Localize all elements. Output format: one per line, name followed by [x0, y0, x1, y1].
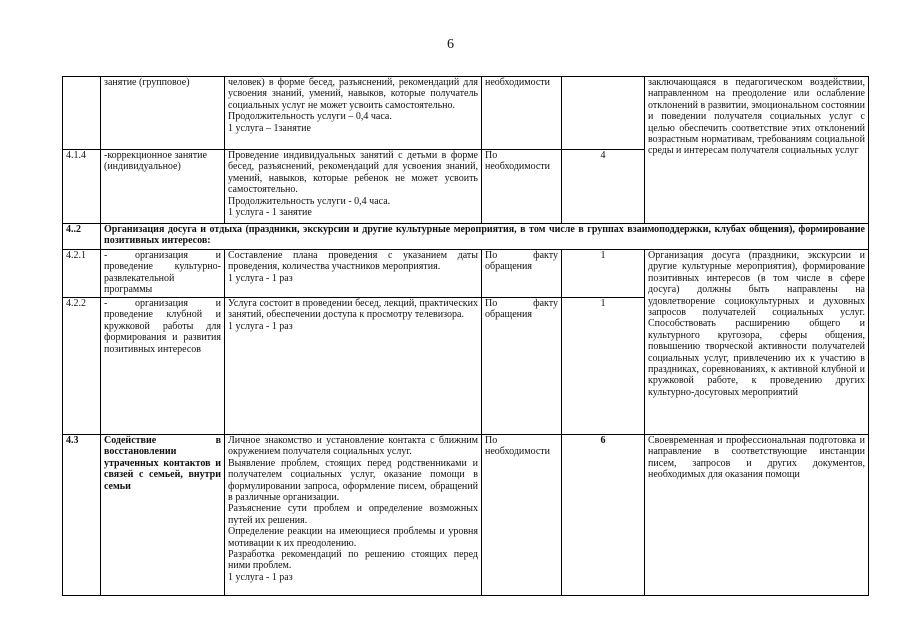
- cell-service-name: - организация и проведение клубной и кружковой работы для формирования и развития позитивных интересов: [101, 298, 225, 435]
- cell-number: 4.1.4: [63, 150, 101, 224]
- section-number: 4..2: [63, 224, 101, 250]
- cell-count: 1: [562, 250, 645, 298]
- section-title: Организация досуга и отдыха (праздники, экскурсии и другие культурные мероприятия, в том числе в группах взаимоподдержки, клубах общения), формирование позитивных интересов:: [101, 224, 869, 250]
- cell-count: 6: [562, 435, 645, 596]
- cell-number: [63, 77, 101, 150]
- cell-number: 4.2.2: [63, 298, 101, 435]
- cell-frequency: По факту обращения: [482, 298, 562, 435]
- cell-frequency: По факту обращения: [482, 250, 562, 298]
- cell-frequency: По необходимости: [482, 150, 562, 224]
- cell-description: Личное знакомство и установление контакта с ближним окружением получателя социальных услуг. Выявление проблем, стоящих перед родственниками и получателем социальных услуг, оказание помощи в формулировании запроса, оформление писем, обращений в различные организации. Разъяснение сути проблем и определение возможных путей их решения. Определение реакции на имеющиеся проблемы и уровня мотивации к их преодолению. Разработка рекомендаций по решению стоящих перед ними проблем. 1 услуга - 1 раз: [225, 435, 482, 596]
- cell-result: Организация досуга (праздники, экскурсии и другие культурные мероприятия), формирование позитивных интересов (в том числе в сфере досуга) должны быть направлены на удовлетворение социокультурных и духовных запросов получателей социальных услуг. Способствовать расширению общего и культурного кругозора, сферы общения, повышению творческой активности получателей социальных услуг, привлечению их к участию в праздниках, соревнованиях, к активной клубной и кружковой работе, к проведению других культурно-досуговых мероприятий: [645, 250, 869, 435]
- cell-description: человек) в форме бесед, разъяснений, рекомендаций для усвоения знаний, умений, навыков, которые получатель социальных услуг не может усвоить самостоятельно. Продолжительность услуги – 0,4 часа. 1 услуга – 1занятие: [225, 77, 482, 150]
- cell-count: [562, 77, 645, 150]
- cell-number: 4.3: [63, 435, 101, 596]
- cell-count: 1: [562, 298, 645, 435]
- cell-frequency: По необходимости: [482, 435, 562, 596]
- cell-description: Услуга состоит в проведении бесед, лекций, практических занятий, обеспечении доступа к просмотру телевизора. 1 услуга - 1 раз: [225, 298, 482, 435]
- table-row: [63, 250, 869, 298]
- cell-service-name: занятие (групповое): [101, 77, 225, 150]
- cell-service-name: Содействие в восстановлении утраченных контактов и связей с семьей, внутри семьи: [101, 435, 225, 596]
- cell-service-name: - организация и проведение культурно-развлекательной программы: [101, 250, 225, 298]
- cell-result: Своевременная и профессиональная подготовка и направление в соответствующие инстанции писем, запросов и других документов, необходимых для оказания помощи: [645, 435, 869, 596]
- cell-result: заключающаяся в педагогическом воздействии, направленном на преодоление или ослабление отклонений в развитии, эмоциональном состоянии и поведении получателя социальных услуг с целью обеспечить соответствие этих отклонений возрастным нормативам, требованиям социальной среды и интересам получателя социальных услуг: [645, 77, 869, 224]
- cell-service-name: -коррекционное занятие (индивидуальное): [101, 150, 225, 224]
- cell-description: Проведение индивидуальных занятий с детьми в форме бесед, разъяснений, рекомендаций для усвоения знаний, умений, навыков, которые ребенок не может усвоить самостоятельно. Продолжительность услуги - 0,4 часа. 1 услуга - 1 занятие: [225, 150, 482, 224]
- cell-count: 4: [562, 150, 645, 224]
- table-row: [63, 77, 869, 150]
- cell-description: Составление плана проведения с указанием даты проведения, количества участников мероприятия. 1 услуга - 1 раз: [225, 250, 482, 298]
- page-number: 6: [447, 37, 454, 52]
- services-table: [62, 76, 869, 596]
- cell-number: 4.2.1: [63, 250, 101, 298]
- table-row: [63, 435, 869, 596]
- section-row: [63, 224, 869, 250]
- cell-frequency: необходимости: [482, 77, 562, 150]
